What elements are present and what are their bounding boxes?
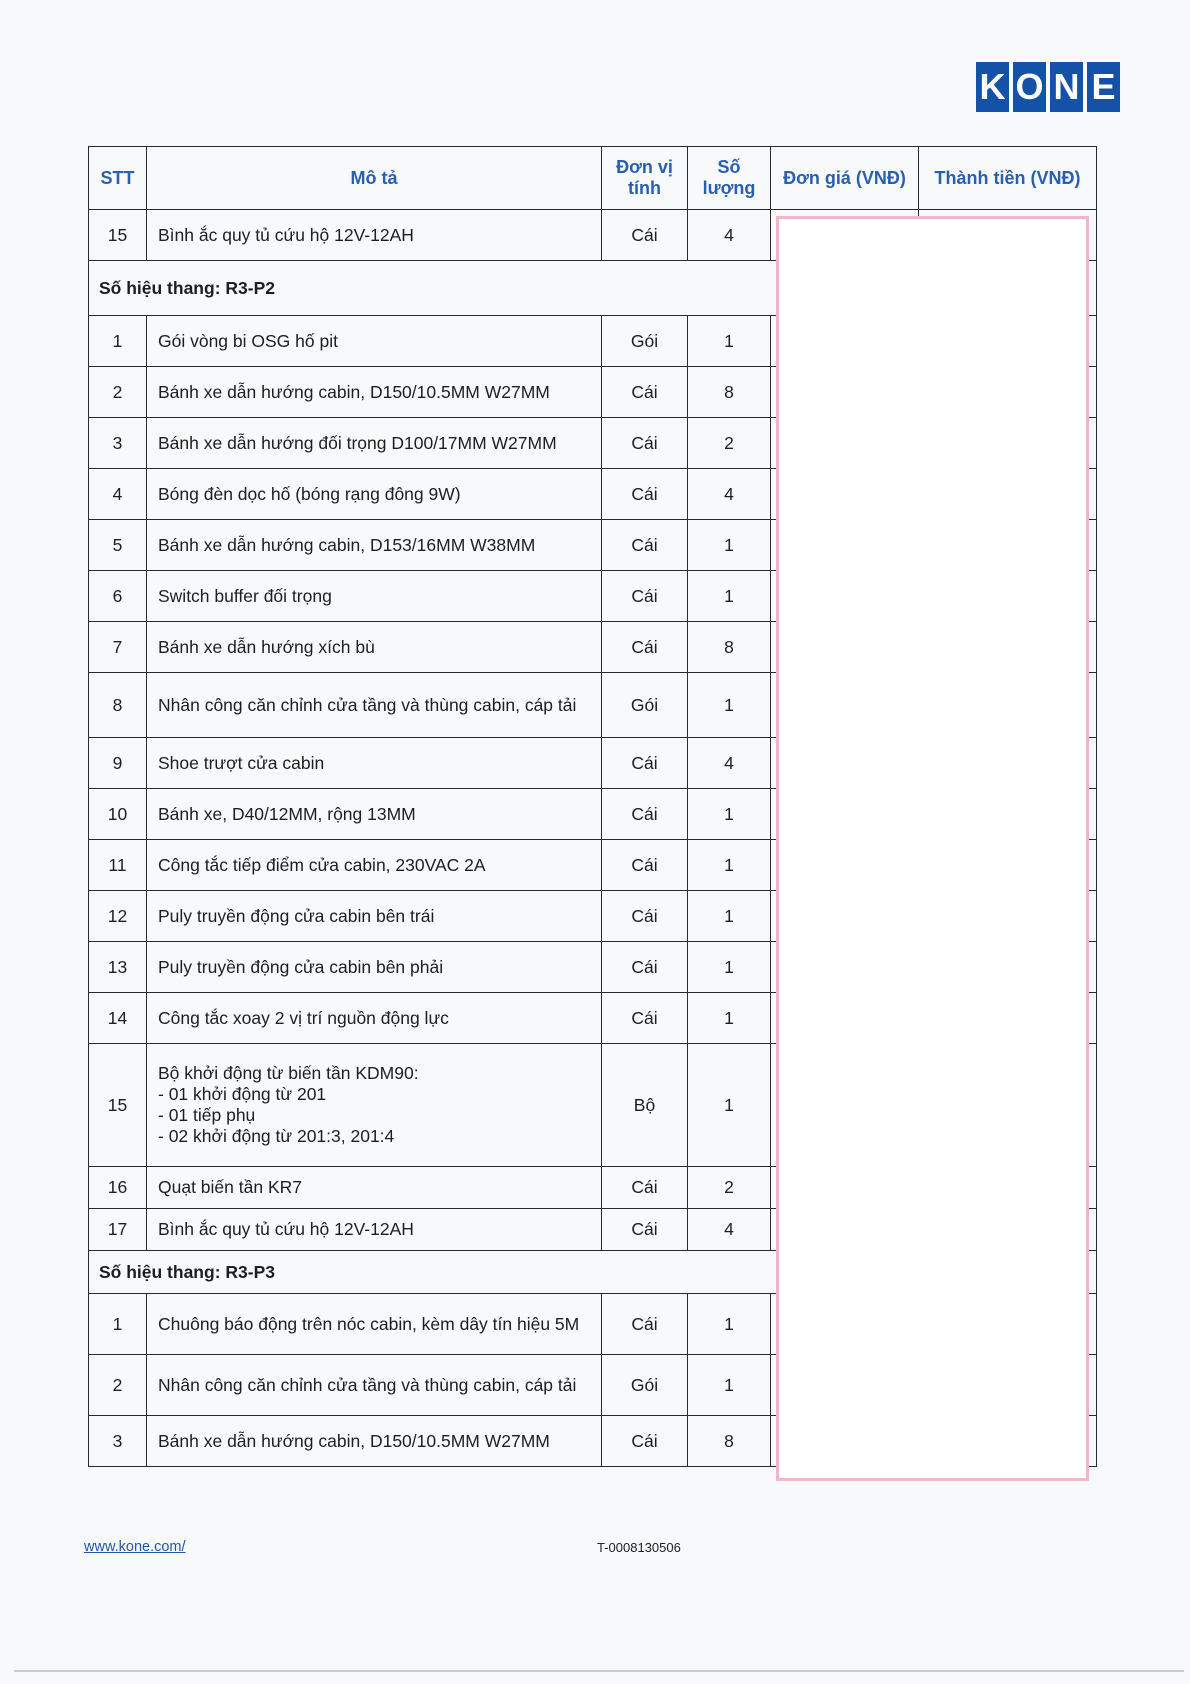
cell-desc: Gói vòng bi OSG hố pit [147,316,602,367]
cell-stt: 9 [89,738,147,789]
cell-unit: Cái [602,1209,688,1251]
desc-line: - 01 khởi động từ 201 [158,1084,327,1104]
cell-unit: Cái [602,622,688,673]
cell-stt: 4 [89,469,147,520]
cell-qty: 4 [688,1209,771,1251]
cell-unit: Cái [602,520,688,571]
cell-qty: 2 [688,1167,771,1209]
cell-unit: Gói [602,1355,688,1416]
cell-qty: 1 [688,840,771,891]
cell-unit: Gói [602,673,688,738]
cell-desc [147,1044,602,1167]
cell-stt: 5 [89,520,147,571]
cell-qty: 8 [688,367,771,418]
cell-qty: 2 [688,418,771,469]
cell-stt: 13 [89,942,147,993]
cell-stt: 6 [89,571,147,622]
cell-unit: Cái [602,571,688,622]
header-unit: Đơn vị tính [602,147,688,210]
cell-desc: Bánh xe dẫn hướng cabin, D153/16MM W38MM [147,520,602,571]
cell-unit: Cái [602,1294,688,1355]
cell-qty: 4 [688,738,771,789]
cell-qty: 4 [688,210,771,261]
cell-desc: Quạt biến tần KR7 [147,1167,602,1209]
cell-unit: Cái [602,1416,688,1467]
cell-qty: 1 [688,891,771,942]
cell-desc: Puly truyền động cửa cabin bên trái [147,891,602,942]
cell-desc: Puly truyền động cửa cabin bên phải [147,942,602,993]
cell-stt: 1 [89,316,147,367]
cell-unit: Bộ [602,1044,688,1167]
cell-unit: Cái [602,469,688,520]
cell-qty: 1 [688,1355,771,1416]
cell-qty: 1 [688,789,771,840]
cell-unit: Cái [602,891,688,942]
cell-stt: 3 [89,1416,147,1467]
logo-letter-e: E [1087,62,1120,112]
cell-unit: Cái [602,210,688,261]
desc-line: Bộ khởi động từ biến tần KDM90: [158,1063,419,1083]
cell-desc: Nhân công căn chỉnh cửa tầng và thùng cabin, cáp tải [147,1355,602,1416]
cell-desc: Bóng đèn dọc hố (bóng rạng đông 9W) [147,469,602,520]
cell-qty: 1 [688,1044,771,1167]
cell-qty: 1 [688,520,771,571]
cell-stt: 7 [89,622,147,673]
logo-letter-o: O [1013,62,1046,112]
header-desc: Mô tả [147,147,602,210]
cell-stt: 17 [89,1209,147,1251]
cell-unit: Cái [602,367,688,418]
cell-stt: 16 [89,1167,147,1209]
cell-stt: 1 [89,1294,147,1355]
cell-desc: Công tắc xoay 2 vị trí nguồn động lực [147,993,602,1044]
cell-unit: Cái [602,993,688,1044]
section-title: Số hiệu thang: R3-P2 [89,261,1097,316]
cell-stt: 15 [89,210,147,261]
cell-desc: Bánh xe, D40/12MM, rộng 13MM [147,789,602,840]
cell-qty: 8 [688,622,771,673]
logo-letter-n: N [1050,62,1083,112]
redaction-box [776,216,1089,1481]
cell-stt: 14 [89,993,147,1044]
cell-stt: 8 [89,673,147,738]
cell-stt: 12 [89,891,147,942]
cell-qty: 1 [688,993,771,1044]
cell-desc: Bình ắc quy tủ cứu hộ 12V-12AH [147,1209,602,1251]
footer-website-link[interactable]: www.kone.com/ [84,1539,186,1555]
cell-stt: 2 [89,367,147,418]
cell-desc: Switch buffer đối trọng [147,571,602,622]
cell-desc: Nhân công căn chỉnh cửa tầng và thùng cabin, cáp tải [147,673,602,738]
header-qty: Số lượng [688,147,771,210]
cell-desc: Shoe trượt cửa cabin [147,738,602,789]
cell-qty: 1 [688,316,771,367]
cell-stt: 2 [89,1355,147,1416]
cell-unit: Cái [602,840,688,891]
cell-stt: 11 [89,840,147,891]
logo-letter-k: K [976,62,1009,112]
cell-desc: Bánh xe dẫn hướng xích bù [147,622,602,673]
cell-unit: Cái [602,789,688,840]
header-total: Thành tiền (VNĐ) [919,147,1097,210]
cell-qty: 8 [688,1416,771,1467]
table-header-row [89,147,1097,210]
kone-logo [976,62,1120,112]
cell-desc: Bình ắc quy tủ cứu hộ 12V-12AH [147,210,602,261]
header-stt: STT [89,147,147,210]
cell-unit: Cái [602,418,688,469]
cell-unit: Cái [602,1167,688,1209]
desc-line: - 01 tiếp phụ [158,1105,256,1125]
cell-qty: 1 [688,673,771,738]
cell-desc: Bánh xe dẫn hướng đối trọng D100/17MM W27MM [147,418,602,469]
cell-qty: 1 [688,942,771,993]
cell-stt: 10 [89,789,147,840]
desc-line: - 02 khởi động từ 201:3, 201:4 [158,1126,395,1146]
cell-desc: Chuông báo động trên nóc cabin, kèm dây tín hiệu 5M [147,1294,602,1355]
section-title: Số hiệu thang: R3-P3 [89,1251,1097,1294]
cell-unit: Cái [602,738,688,789]
cell-desc: Bánh xe dẫn hướng cabin, D150/10.5MM W27MM [147,367,602,418]
cell-desc: Bánh xe dẫn hướng cabin, D150/10.5MM W27MM [147,1416,602,1467]
cell-stt: 15 [89,1044,147,1167]
cell-unit: Cái [602,942,688,993]
cell-stt: 3 [89,418,147,469]
cell-unit: Gói [602,316,688,367]
cell-qty: 1 [688,1294,771,1355]
header-price: Đơn giá (VNĐ) [771,147,919,210]
cell-qty: 1 [688,571,771,622]
cell-desc: Công tắc tiếp điểm cửa cabin, 230VAC 2A [147,840,602,891]
document-code: T-0008130506 [597,1540,681,1555]
cell-qty: 4 [688,469,771,520]
page-bottom-divider [14,1670,1184,1672]
